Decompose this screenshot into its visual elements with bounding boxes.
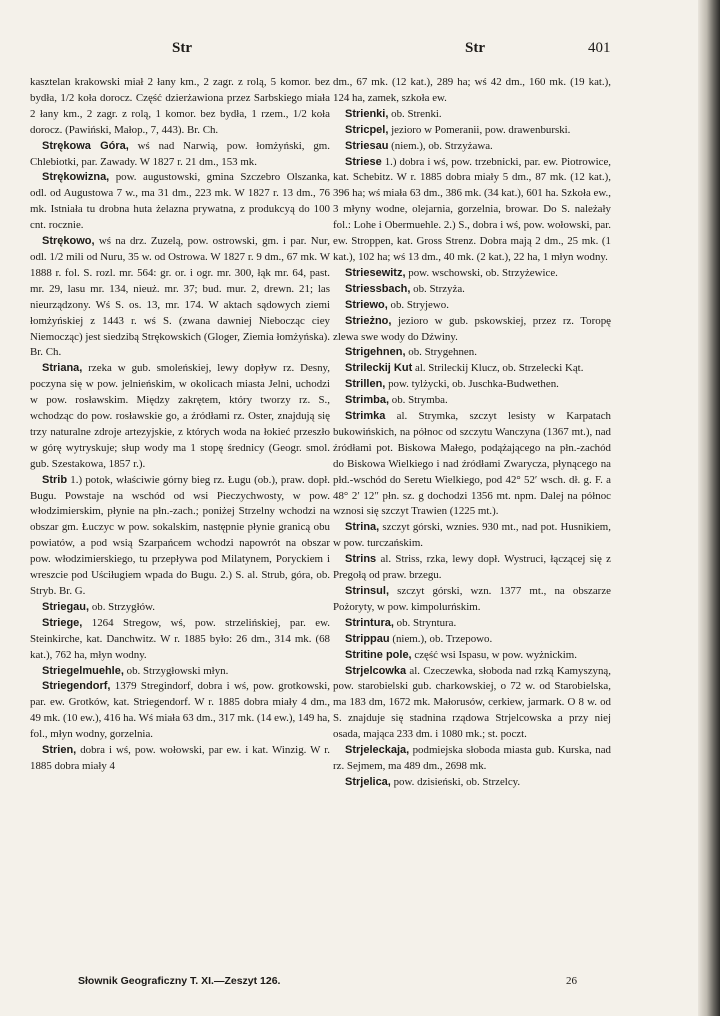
entry-headword: Strina, [345, 521, 380, 534]
dictionary-entry [30, 600, 330, 616]
entry-text: al. Strileckij Klucz, ob. Strzelecki Kąt. [414, 362, 584, 375]
dictionary-entry [333, 75, 611, 107]
entry-headword: Striana, [42, 362, 83, 375]
entry-text: 1379 Stregindorf, dobra i wś, pow. grotkowski, par. ew. Grotków, kat. Striegendorf. W r. 1885 dobra miały 4 dm., 49 mk. (10 ew.), 416 ha. Wś miała 63 dm., 317 mk. (14 ew.), 149 ha, fol., młyn wodny, gorzelnia. [30, 680, 330, 741]
entry-text: al. Czeczewka, słoboda nad rzką Kamyszyną, pow. starobielski gub. charkowskiej, o 72 w. od Starobielska, ma 183 dm, 1672 mk. Małorusów, cerkiew, jarmark. O 8 w. od S. znajduje się stadnina rządowa Strjelcowska a przy niej osada, mająca 233 dm. i 1080 mk.; st. poczt. [333, 664, 611, 741]
entry-text: ob. Strzygłowski młyn. [126, 664, 229, 677]
dictionary-entry [333, 123, 611, 139]
dictionary-entry [333, 377, 611, 393]
entry-text: wś nad Narwią, pow. łomżyński, gm. Chlebiotki, par. Zawady. W 1827 r. 21 dm., 153 mk. [30, 139, 330, 168]
entry-text: jezioro w gub. pskowskiej, przez rz. Toropę zlewa swe wody do Dźwiny. [333, 314, 611, 343]
entry-headword: Strintura, [345, 616, 394, 629]
dictionary-entry [30, 616, 330, 664]
entry-headword: Strien, [42, 744, 77, 757]
dictionary-entry [333, 282, 611, 298]
entry-text: (niem.), ob. Trzepowo. [392, 632, 493, 645]
entry-headword: Strinsul, [345, 585, 390, 597]
entry-text: ob. Stryntura. [396, 616, 457, 629]
footer-sheet-number: 26 [566, 975, 577, 987]
dictionary-entry [333, 664, 611, 744]
entry-text: ob. Stryjewo. [390, 298, 449, 311]
entry-text: kasztelan krakowski miał 2 łany km., 2 zagr. z rolą, 5 komor. bez bydła, 1/2 koła dorocz. Część dzierżawiona przez Sarbskiego miała 2 łany km., 2 zagr. z rolą, 1 komor. bez bydła, 1 rzem., 1/2 koła dorocz. (Pawiński, Małop., 7, 443). Br. Ch. [30, 76, 330, 136]
entry-headword: Striewo, [345, 298, 388, 311]
dictionary-entry [30, 139, 330, 171]
dictionary-entry [333, 266, 611, 282]
entry-text: ob. Strzyża. [413, 282, 465, 295]
entry-text: pow. tylżycki, ob. Juschka-Budwethen. [388, 378, 559, 391]
entry-text: podmiejska słoboda miasta gub. Kurska, nad rz. Sejmem, ma 489 dm., 2698 mk. [333, 744, 611, 772]
entry-headword: Striese [345, 155, 382, 168]
left-column [30, 75, 330, 775]
dictionary-entry [30, 75, 330, 139]
entry-text: 1.) dobra i wś, pow. trzebnicki, par. ew. Piotrowice, kat. Schebitz. W r. 1885 dobra miały 5 dm., 87 mk. (12 kat.), 396 ha; wś miała 63 dm., 386 mk. (34 kat.), 601 ha. Szkoła ew., 3 młyny wodne, olejarnia, gorzelnia, browar. Do S. należały fol.: Lohe i Obermuehle. 2.) S., dobra i wś, pow. wołowski, par. ew. Stroppen, kat. Gross Strenz. Dobra mają 2 dm., 25 mk. (1 kat.), 102 ha; wś 13 dm., 40 mk. (2 kat.), 22 ha, 1 młyn wodny. [333, 155, 612, 263]
entry-text: część wsi Ispasu, w pow. wyżnickim. [414, 648, 577, 661]
page-number: 401 [588, 40, 611, 56]
dictionary-entry [333, 361, 611, 377]
entry-headword: Strileckij Kut [345, 362, 413, 375]
entry-headword: Striegau, [42, 600, 90, 613]
entry-text: ob. Strenki. [391, 107, 442, 120]
entry-headword: Strimba, [345, 394, 390, 407]
entry-headword: Striesewitz, [345, 266, 406, 279]
page-header [0, 40, 690, 62]
entry-text: al. Strymka, szczyt lesisty w Karpatach bukowińskich, na północ od szczytu Wanczyna (1367 mt.), nad źródłami pot. Biskowa Małego, podążającego na płn.-zachód do Biskowa Wielkiego i nad źródłami Zwarycza, płynącego na płd.-wschód do Seretu Wielkiego, pod 42° 52′ wsch. dł. g. F. a 48° 2′ 12″ płn. sz. g dochodzi 1356 mt. npm. Dalej na północ wznosi się szczyt Trawien (1225 mt.). [333, 410, 611, 518]
entry-text: pow. wschowski, ob. Strzyżewice. [408, 266, 558, 279]
entry-text: pow. dzisieński, ob. Strzelcy. [393, 775, 521, 788]
entry-headword: Strimka [345, 410, 386, 423]
right-column [333, 75, 611, 791]
dictionary-entry [333, 775, 611, 791]
dictionary-entry [333, 648, 611, 664]
entry-text: dobra i wś, pow. wołowski, par ew. i kat. Winzig. W r. 1885 dobra miały 4 [30, 744, 330, 772]
entry-headword: Striessbach, [345, 282, 411, 295]
running-head-left: Str [172, 40, 192, 56]
entry-text: 1264 Stregow, wś, pow. strzelińskiej, par. ew. Steinkirche, kat. Danchwitz. W r. 1885 było: 26 dm., 314 mk. (68 kat.), 762 ha, młyn wodny. [30, 616, 330, 661]
entry-headword: Strękowizna, [42, 171, 110, 184]
footer-signature: Słownik Geograficzny T. XI.—Zeszyt 126. [78, 975, 281, 987]
dictionary-entry [30, 679, 330, 743]
running-head-center: Str [465, 40, 485, 56]
entry-headword: Strjeleckaja, [345, 744, 410, 757]
entry-headword: Strigehnen, [345, 346, 406, 359]
dictionary-entry [333, 393, 611, 409]
dictionary-entry [333, 743, 611, 775]
entry-text: jezioro w Pomeranii, pow. drawenburski. [391, 123, 571, 136]
entry-headword: Stritine pole, [345, 648, 412, 661]
entry-headword: Strjelcowka [345, 664, 407, 677]
entry-text: szczyt górski, wzn. 1377 mt., na obszarze Pożoryty, w pow. kimpolurńskim. [333, 585, 611, 613]
dictionary-entry [333, 298, 611, 314]
entry-text: wś na drz. Zuzelą, pow. ostrowski, gm. i par. Nur, odl. 1/2 mili od Nuru, 35 w. od Ostrowa. W 1827 r. 9 dm., 67 mk. W 1888 r. fol. S. rozl. mr. 564: gr. or. i ogr. mr. 300, łąk mr. 64, past. mr. 29, lasu mr. 134, nieuż. mr. 37; bud. mur. 2, drewn. 21; las nieurządzony. Wś S. os. 13, mr. 174. W aktach sądowych ziemi łomżyńskiej z 1443 r. wś S. (zwana dawniej Niebocząc ciey Niemocząc) jest siedzibą Strękowskich (Gloger, Ziemia łomżyńska). Br. Ch. [30, 235, 330, 359]
entry-headword: Striegendorf, [42, 680, 111, 693]
entry-text: (niem.), ob. Strzyżawa. [391, 139, 493, 152]
entry-text: ob. Strymba. [391, 394, 448, 407]
entry-headword: Strękowo, [42, 235, 95, 248]
entry-headword: Strękowa Góra, [42, 139, 129, 152]
entry-headword: Strippau [345, 632, 390, 645]
entry-headword: Strins [345, 553, 377, 566]
entry-headword: Striege, [42, 616, 83, 629]
entry-text: al. Striss, rzka, lewy dopł. Wystruci, łączącej się z Pregołą od praw. brzegu. [333, 553, 611, 582]
entry-text: ob. Strzygłów. [91, 600, 155, 613]
entry-headword: Strienki, [345, 107, 389, 120]
entry-text: rzeka w gub. smoleńskiej, lewy dopływ rz. Desny, poczyna się w pow. jelnieńskim, w okolicach miasta Jelni, uchodzi w pow. rosławskim. Między zakrętem, który tworzy rz. S., wchodząc do pow. rosławskie go, a źródłami rz. Oster, znajdują się trzy naturalne zdroje artezyjskie, z których woda na łokieć przeszło w górę wytryskuje; słup wody ma 1 stopę średnicy (Geogr. smol. gub. Szestakowa, 1857 r.). [30, 362, 330, 470]
dictionary-entry [333, 139, 611, 155]
entry-text: ob. Strygehnen. [408, 346, 477, 359]
book-spine-shadow [698, 0, 720, 1016]
dictionary-entry [30, 743, 330, 775]
entry-headword: Strillen, [345, 378, 386, 391]
entry-headword: Strjelica, [345, 775, 391, 788]
dictionary-entry [333, 552, 611, 584]
entry-headword: Strib [42, 473, 68, 486]
dictionary-entry [30, 473, 330, 600]
dictionary-entry [333, 314, 611, 346]
entry-text: szczyt górski, wznies. 930 mt., nad pot. Husnikiem, w pow. turczańskim. [333, 521, 611, 550]
entry-text: pow. augustowski, gmina Szczebro Olszanka, odl. od Augustowa 7 w., ma 31 dm., 223 mk. W 1827 r. 13 dm., 76 mk. Istniała tu drobna huta żelazna prywatna, z produkcyą do 100 cnt. rocznie. [30, 171, 330, 232]
entry-headword: Striesau [345, 139, 389, 152]
dictionary-entry [333, 107, 611, 123]
entry-headword: Striegelmuehle, [42, 664, 124, 677]
entry-text: dm., 67 mk. (12 kat.), 289 ha; wś 42 dm., 160 mk. (19 kat.), 124 ha, zamek, szkoła ew. [333, 76, 611, 104]
dictionary-entry [333, 155, 611, 266]
dictionary-entry [30, 664, 330, 680]
dictionary-entry [333, 616, 611, 632]
entry-text: 1.) potok, właściwie górny bieg rz. Ługu (ob.), praw. dopł. Bugu. Powstaje na wschód od wsi Pieczychwosty, w pow. włodzimierskim, płynie na płn.-zach.; poniżej Strzelny wchodzi na obszar gm. Łuczyc w pow. sokalskim, następnie płynie granicą obu powiatów, a pod wsią Szarpańcem wchodzi napowrót na obszar pow. włodzimierskiego, tu przepływa pod Milatynem, Poryckiem i wreszcie pod Uściługiem wpada do Bugu. 2.) S. al. Strub, góra, ob. Stryb. Br. G. [30, 473, 330, 597]
dictionary-entry [30, 234, 330, 361]
dictionary-entry [333, 409, 611, 520]
entry-headword: Stricpel, [345, 123, 389, 136]
dictionary-entry [333, 632, 611, 648]
entry-headword: Strieżno, [345, 314, 392, 327]
dictionary-entry [333, 345, 611, 361]
dictionary-entry [333, 584, 611, 616]
dictionary-entry [30, 361, 330, 472]
dictionary-entry [30, 170, 330, 234]
dictionary-entry [333, 520, 611, 552]
